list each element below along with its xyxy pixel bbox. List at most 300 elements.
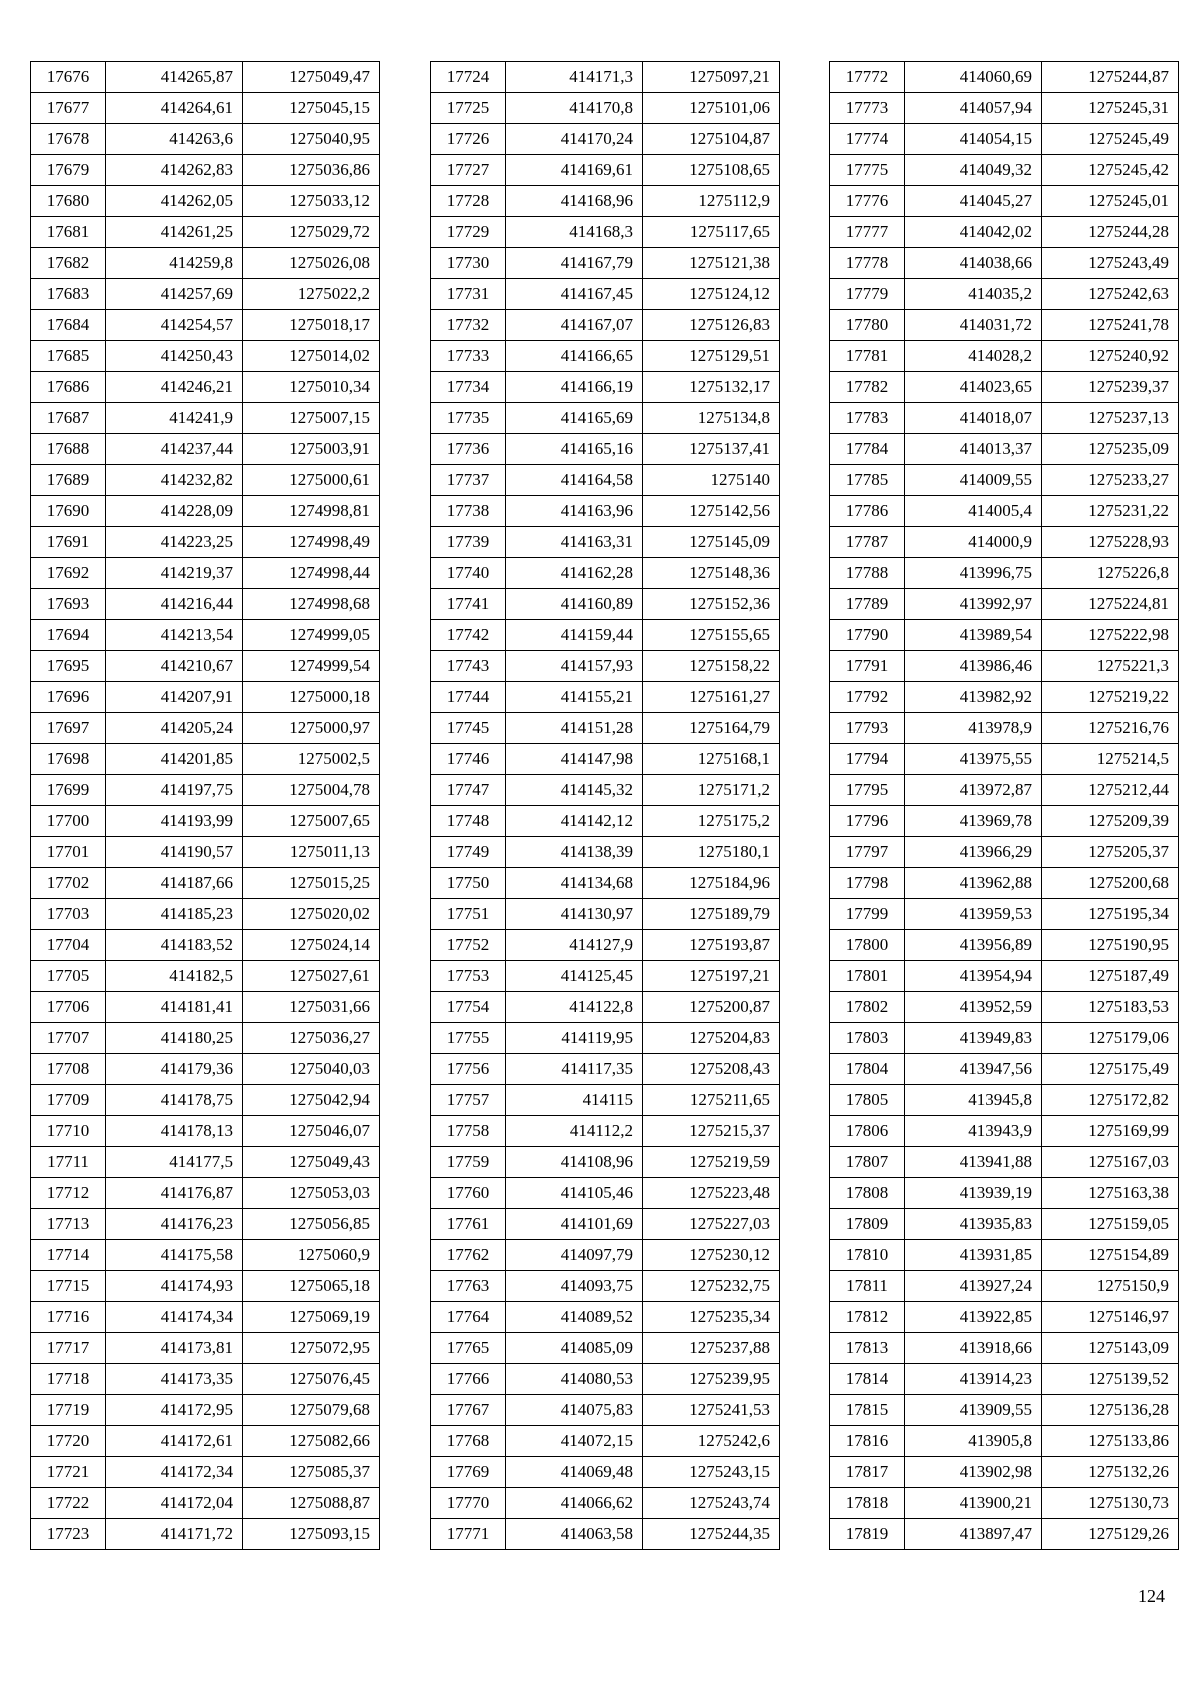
point-number-cell: 17739 — [431, 527, 506, 558]
x-coordinate-cell: 413905,8 — [905, 1426, 1042, 1457]
table-row — [830, 775, 1179, 806]
table-row — [431, 589, 780, 620]
y-coordinate-cell: 1275197,21 — [643, 961, 780, 992]
table-row — [431, 186, 780, 217]
y-coordinate-cell: 1275046,07 — [243, 1116, 380, 1147]
y-coordinate-cell: 1275242,63 — [1042, 279, 1179, 310]
x-coordinate-cell: 414172,95 — [106, 1395, 243, 1426]
point-number-cell: 17764 — [431, 1302, 506, 1333]
point-number-cell: 17795 — [830, 775, 905, 806]
x-coordinate-cell: 414160,89 — [506, 589, 643, 620]
point-number-cell: 17802 — [830, 992, 905, 1023]
point-number-cell: 17756 — [431, 1054, 506, 1085]
y-coordinate-cell: 1275163,38 — [1042, 1178, 1179, 1209]
point-number-cell: 17771 — [431, 1519, 506, 1550]
table-row — [830, 1395, 1179, 1426]
y-coordinate-cell: 1275235,09 — [1042, 434, 1179, 465]
y-coordinate-cell: 1275239,37 — [1042, 372, 1179, 403]
y-coordinate-cell: 1275231,22 — [1042, 496, 1179, 527]
point-number-cell: 17705 — [31, 961, 106, 992]
table-row — [31, 620, 380, 651]
y-coordinate-cell: 1275223,48 — [643, 1178, 780, 1209]
y-coordinate-cell: 1275136,28 — [1042, 1395, 1179, 1426]
x-coordinate-cell: 414178,75 — [106, 1085, 243, 1116]
y-coordinate-cell: 1275132,17 — [643, 372, 780, 403]
table-row — [830, 62, 1179, 93]
x-coordinate-cell: 414013,37 — [905, 434, 1042, 465]
x-coordinate-cell: 414080,53 — [506, 1364, 643, 1395]
table-row — [31, 1488, 380, 1519]
y-coordinate-cell: 1275215,37 — [643, 1116, 780, 1147]
y-coordinate-cell: 1275240,92 — [1042, 341, 1179, 372]
table-row — [31, 217, 380, 248]
x-coordinate-cell: 414009,55 — [905, 465, 1042, 496]
point-number-cell: 17716 — [31, 1302, 106, 1333]
point-number-cell: 17704 — [31, 930, 106, 961]
x-coordinate-cell: 413945,8 — [905, 1085, 1042, 1116]
x-coordinate-cell: 413900,21 — [905, 1488, 1042, 1519]
y-coordinate-cell: 1275101,06 — [643, 93, 780, 124]
y-coordinate-cell: 1275072,95 — [243, 1333, 380, 1364]
point-number-cell: 17728 — [431, 186, 506, 217]
y-coordinate-cell: 1275245,31 — [1042, 93, 1179, 124]
x-coordinate-cell: 414112,2 — [506, 1116, 643, 1147]
point-number-cell: 17738 — [431, 496, 506, 527]
y-coordinate-cell: 1275244,87 — [1042, 62, 1179, 93]
point-number-cell: 17706 — [31, 992, 106, 1023]
point-number-cell: 17694 — [31, 620, 106, 651]
point-number-cell: 17805 — [830, 1085, 905, 1116]
point-number-cell: 17803 — [830, 1023, 905, 1054]
table-row — [830, 1240, 1179, 1271]
x-coordinate-cell: 414089,52 — [506, 1302, 643, 1333]
x-coordinate-cell: 413931,85 — [905, 1240, 1042, 1271]
point-number-cell: 17762 — [431, 1240, 506, 1271]
x-coordinate-cell: 414167,07 — [506, 310, 643, 341]
point-number-cell: 17761 — [431, 1209, 506, 1240]
point-number-cell: 17743 — [431, 651, 506, 682]
table-row — [31, 248, 380, 279]
x-coordinate-cell: 414163,31 — [506, 527, 643, 558]
y-coordinate-cell: 1275002,5 — [243, 744, 380, 775]
table-row — [830, 1488, 1179, 1519]
y-coordinate-cell: 1275189,79 — [643, 899, 780, 930]
x-coordinate-cell: 414165,16 — [506, 434, 643, 465]
x-coordinate-cell: 414205,24 — [106, 713, 243, 744]
table-row — [31, 434, 380, 465]
table-row — [431, 1395, 780, 1426]
x-coordinate-cell: 414187,66 — [106, 868, 243, 899]
x-coordinate-cell: 414108,96 — [506, 1147, 643, 1178]
table-row — [431, 1271, 780, 1302]
table-row — [31, 155, 380, 186]
table-row — [431, 961, 780, 992]
x-coordinate-cell: 414241,9 — [106, 403, 243, 434]
table-row — [431, 1333, 780, 1364]
y-coordinate-cell: 1274998,68 — [243, 589, 380, 620]
x-coordinate-cell: 414180,25 — [106, 1023, 243, 1054]
table-row — [830, 682, 1179, 713]
table-row — [431, 899, 780, 930]
x-coordinate-cell: 414115 — [506, 1085, 643, 1116]
point-number-cell: 17684 — [31, 310, 106, 341]
point-number-cell: 17686 — [31, 372, 106, 403]
coordinate-table-3 — [829, 61, 1179, 1550]
point-number-cell: 17807 — [830, 1147, 905, 1178]
x-coordinate-cell: 414228,09 — [106, 496, 243, 527]
table-row — [830, 1426, 1179, 1457]
table-row — [830, 124, 1179, 155]
table-row — [830, 527, 1179, 558]
table-row — [431, 341, 780, 372]
table-row — [431, 496, 780, 527]
y-coordinate-cell: 1275085,37 — [243, 1457, 380, 1488]
table-row — [431, 155, 780, 186]
table-row — [31, 713, 380, 744]
y-coordinate-cell: 1275014,02 — [243, 341, 380, 372]
y-coordinate-cell: 1275212,44 — [1042, 775, 1179, 806]
x-coordinate-cell: 414167,45 — [506, 279, 643, 310]
table-row — [830, 310, 1179, 341]
table-row — [830, 620, 1179, 651]
y-coordinate-cell: 1275036,27 — [243, 1023, 380, 1054]
point-number-cell: 17731 — [431, 279, 506, 310]
y-coordinate-cell: 1275040,95 — [243, 124, 380, 155]
point-number-cell: 17818 — [830, 1488, 905, 1519]
point-number-cell: 17729 — [431, 217, 506, 248]
x-coordinate-cell: 414164,58 — [506, 465, 643, 496]
table-row — [431, 124, 780, 155]
table-row — [830, 1023, 1179, 1054]
point-number-cell: 17741 — [431, 589, 506, 620]
table-row — [31, 868, 380, 899]
y-coordinate-cell: 1275000,61 — [243, 465, 380, 496]
point-number-cell: 17712 — [31, 1178, 106, 1209]
table-row — [31, 1085, 380, 1116]
table-row — [830, 1116, 1179, 1147]
table-row — [31, 806, 380, 837]
x-coordinate-cell: 414127,9 — [506, 930, 643, 961]
y-coordinate-cell: 1275029,72 — [243, 217, 380, 248]
y-coordinate-cell: 1275232,75 — [643, 1271, 780, 1302]
point-number-cell: 17737 — [431, 465, 506, 496]
y-coordinate-cell: 1275036,86 — [243, 155, 380, 186]
x-coordinate-cell: 414097,79 — [506, 1240, 643, 1271]
y-coordinate-cell: 1275137,41 — [643, 434, 780, 465]
x-coordinate-cell: 414185,23 — [106, 899, 243, 930]
y-coordinate-cell: 1275239,95 — [643, 1364, 780, 1395]
point-number-cell: 17796 — [830, 806, 905, 837]
table-row — [431, 1364, 780, 1395]
table-row — [830, 496, 1179, 527]
point-number-cell: 17693 — [31, 589, 106, 620]
point-number-cell: 17768 — [431, 1426, 506, 1457]
y-coordinate-cell: 1275003,91 — [243, 434, 380, 465]
point-number-cell: 17792 — [830, 682, 905, 713]
x-coordinate-cell: 414173,81 — [106, 1333, 243, 1364]
point-number-cell: 17726 — [431, 124, 506, 155]
y-coordinate-cell: 1275179,06 — [1042, 1023, 1179, 1054]
y-coordinate-cell: 1275015,25 — [243, 868, 380, 899]
point-number-cell: 17783 — [830, 403, 905, 434]
y-coordinate-cell: 1275154,89 — [1042, 1240, 1179, 1271]
table-row — [830, 248, 1179, 279]
x-coordinate-cell: 414263,6 — [106, 124, 243, 155]
table-row — [830, 713, 1179, 744]
x-coordinate-cell: 414237,44 — [106, 434, 243, 465]
x-coordinate-cell: 414167,79 — [506, 248, 643, 279]
x-coordinate-cell: 414262,05 — [106, 186, 243, 217]
point-number-cell: 17772 — [830, 62, 905, 93]
point-number-cell: 17781 — [830, 341, 905, 372]
x-coordinate-cell: 414101,69 — [506, 1209, 643, 1240]
table-row — [31, 527, 380, 558]
x-coordinate-cell: 413952,59 — [905, 992, 1042, 1023]
x-coordinate-cell: 414105,46 — [506, 1178, 643, 1209]
x-coordinate-cell: 413922,85 — [905, 1302, 1042, 1333]
table-row — [431, 527, 780, 558]
point-number-cell: 17810 — [830, 1240, 905, 1271]
coordinate-table-body — [431, 62, 780, 1550]
x-coordinate-cell: 414216,44 — [106, 589, 243, 620]
table-row — [431, 403, 780, 434]
table-row — [431, 1147, 780, 1178]
point-number-cell: 17798 — [830, 868, 905, 899]
y-coordinate-cell: 1275130,73 — [1042, 1488, 1179, 1519]
y-coordinate-cell: 1275244,28 — [1042, 217, 1179, 248]
y-coordinate-cell: 1275241,78 — [1042, 310, 1179, 341]
table-row — [830, 1178, 1179, 1209]
point-number-cell: 17778 — [830, 248, 905, 279]
point-number-cell: 17788 — [830, 558, 905, 589]
x-coordinate-cell: 414259,8 — [106, 248, 243, 279]
point-number-cell: 17809 — [830, 1209, 905, 1240]
table-row — [431, 744, 780, 775]
y-coordinate-cell: 1275007,15 — [243, 403, 380, 434]
y-coordinate-cell: 1275033,12 — [243, 186, 380, 217]
x-coordinate-cell: 414178,13 — [106, 1116, 243, 1147]
table-row — [31, 496, 380, 527]
x-coordinate-cell: 414219,37 — [106, 558, 243, 589]
x-coordinate-cell: 414145,32 — [506, 775, 643, 806]
x-coordinate-cell: 414257,69 — [106, 279, 243, 310]
x-coordinate-cell: 414018,07 — [905, 403, 1042, 434]
table-row — [431, 62, 780, 93]
y-coordinate-cell: 1275026,08 — [243, 248, 380, 279]
y-coordinate-cell: 1275230,12 — [643, 1240, 780, 1271]
table-row — [431, 372, 780, 403]
y-coordinate-cell: 1275228,93 — [1042, 527, 1179, 558]
x-coordinate-cell: 414166,19 — [506, 372, 643, 403]
point-number-cell: 17748 — [431, 806, 506, 837]
table-row — [31, 465, 380, 496]
x-coordinate-cell: 414075,83 — [506, 1395, 643, 1426]
y-coordinate-cell: 1275065,18 — [243, 1271, 380, 1302]
x-coordinate-cell: 414172,04 — [106, 1488, 243, 1519]
table-row — [830, 930, 1179, 961]
table-row — [431, 713, 780, 744]
table-row — [431, 310, 780, 341]
x-coordinate-cell: 413927,24 — [905, 1271, 1042, 1302]
point-number-cell: 17688 — [31, 434, 106, 465]
table-row — [31, 1519, 380, 1550]
point-number-cell: 17682 — [31, 248, 106, 279]
table-row — [431, 1457, 780, 1488]
table-row — [31, 992, 380, 1023]
table-row — [31, 1054, 380, 1085]
point-number-cell: 17753 — [431, 961, 506, 992]
point-number-cell: 17709 — [31, 1085, 106, 1116]
point-number-cell: 17749 — [431, 837, 506, 868]
table-row — [830, 651, 1179, 682]
point-number-cell: 17733 — [431, 341, 506, 372]
y-coordinate-cell: 1275027,61 — [243, 961, 380, 992]
x-coordinate-cell: 414125,45 — [506, 961, 643, 992]
x-coordinate-cell: 414042,02 — [905, 217, 1042, 248]
x-coordinate-cell: 414168,3 — [506, 217, 643, 248]
x-coordinate-cell: 414166,65 — [506, 341, 643, 372]
point-number-cell: 17816 — [830, 1426, 905, 1457]
table-row — [31, 1457, 380, 1488]
table-row — [431, 1178, 780, 1209]
y-coordinate-cell: 1275237,88 — [643, 1333, 780, 1364]
point-number-cell: 17806 — [830, 1116, 905, 1147]
point-number-cell: 17776 — [830, 186, 905, 217]
x-coordinate-cell: 414170,24 — [506, 124, 643, 155]
table-row — [31, 961, 380, 992]
x-coordinate-cell: 413949,83 — [905, 1023, 1042, 1054]
y-coordinate-cell: 1275226,8 — [1042, 558, 1179, 589]
x-coordinate-cell: 414168,96 — [506, 186, 643, 217]
x-coordinate-cell: 414179,36 — [106, 1054, 243, 1085]
y-coordinate-cell: 1275152,36 — [643, 589, 780, 620]
point-number-cell: 17676 — [31, 62, 106, 93]
point-number-cell: 17759 — [431, 1147, 506, 1178]
x-coordinate-cell: 413956,89 — [905, 930, 1042, 961]
table-row — [431, 1519, 780, 1550]
point-number-cell: 17687 — [31, 403, 106, 434]
x-coordinate-cell: 414171,72 — [106, 1519, 243, 1550]
table-row — [830, 279, 1179, 310]
point-number-cell: 17683 — [31, 279, 106, 310]
y-coordinate-cell: 1275244,35 — [643, 1519, 780, 1550]
x-coordinate-cell: 413996,75 — [905, 558, 1042, 589]
x-coordinate-cell: 414049,32 — [905, 155, 1042, 186]
point-number-cell: 17723 — [31, 1519, 106, 1550]
y-coordinate-cell: 1275018,17 — [243, 310, 380, 341]
point-number-cell: 17797 — [830, 837, 905, 868]
point-number-cell: 17773 — [830, 93, 905, 124]
table-row — [431, 775, 780, 806]
table-row — [830, 806, 1179, 837]
point-number-cell: 17724 — [431, 62, 506, 93]
y-coordinate-cell: 1275045,15 — [243, 93, 380, 124]
y-coordinate-cell: 1275042,94 — [243, 1085, 380, 1116]
point-number-cell: 17793 — [830, 713, 905, 744]
x-coordinate-cell: 413914,23 — [905, 1364, 1042, 1395]
table-row — [431, 992, 780, 1023]
table-row — [830, 558, 1179, 589]
y-coordinate-cell: 1275233,27 — [1042, 465, 1179, 496]
table-row — [31, 279, 380, 310]
table-row — [431, 217, 780, 248]
y-coordinate-cell: 1275158,22 — [643, 651, 780, 682]
table-row — [431, 620, 780, 651]
y-coordinate-cell: 1275193,87 — [643, 930, 780, 961]
table-row — [830, 186, 1179, 217]
x-coordinate-cell: 414157,93 — [506, 651, 643, 682]
table-row — [431, 837, 780, 868]
y-coordinate-cell: 1275121,38 — [643, 248, 780, 279]
x-coordinate-cell: 413918,66 — [905, 1333, 1042, 1364]
point-number-cell: 17692 — [31, 558, 106, 589]
x-coordinate-cell: 414265,87 — [106, 62, 243, 93]
point-number-cell: 17690 — [31, 496, 106, 527]
point-number-cell: 17808 — [830, 1178, 905, 1209]
x-coordinate-cell: 414000,9 — [905, 527, 1042, 558]
point-number-cell: 17685 — [31, 341, 106, 372]
point-number-cell: 17702 — [31, 868, 106, 899]
x-coordinate-cell: 414250,43 — [106, 341, 243, 372]
y-coordinate-cell: 1275183,53 — [1042, 992, 1179, 1023]
y-coordinate-cell: 1275172,82 — [1042, 1085, 1179, 1116]
y-coordinate-cell: 1274998,49 — [243, 527, 380, 558]
table-row — [31, 1023, 380, 1054]
x-coordinate-cell: 413909,55 — [905, 1395, 1042, 1426]
y-coordinate-cell: 1275134,8 — [643, 403, 780, 434]
x-coordinate-cell: 414264,61 — [106, 93, 243, 124]
y-coordinate-cell: 1275243,74 — [643, 1488, 780, 1519]
table-row — [31, 930, 380, 961]
point-number-cell: 17697 — [31, 713, 106, 744]
point-number-cell: 17696 — [31, 682, 106, 713]
table-row — [431, 558, 780, 589]
table-row — [31, 837, 380, 868]
table-row — [431, 248, 780, 279]
point-number-cell: 17760 — [431, 1178, 506, 1209]
x-coordinate-cell: 414063,58 — [506, 1519, 643, 1550]
x-coordinate-cell: 414197,75 — [106, 775, 243, 806]
x-coordinate-cell: 414005,4 — [905, 496, 1042, 527]
x-coordinate-cell: 413986,46 — [905, 651, 1042, 682]
point-number-cell: 17757 — [431, 1085, 506, 1116]
x-coordinate-cell: 414183,52 — [106, 930, 243, 961]
x-coordinate-cell: 413935,83 — [905, 1209, 1042, 1240]
point-number-cell: 17811 — [830, 1271, 905, 1302]
table-row — [431, 279, 780, 310]
y-coordinate-cell: 1275146,97 — [1042, 1302, 1179, 1333]
point-number-cell: 17754 — [431, 992, 506, 1023]
x-coordinate-cell: 414174,34 — [106, 1302, 243, 1333]
point-number-cell: 17720 — [31, 1426, 106, 1457]
point-number-cell: 17790 — [830, 620, 905, 651]
x-coordinate-cell: 413966,29 — [905, 837, 1042, 868]
x-coordinate-cell: 414031,72 — [905, 310, 1042, 341]
table-row — [31, 589, 380, 620]
table-row — [31, 1364, 380, 1395]
y-coordinate-cell: 1274998,44 — [243, 558, 380, 589]
point-number-cell: 17804 — [830, 1054, 905, 1085]
table-row — [31, 310, 380, 341]
y-coordinate-cell: 1275150,9 — [1042, 1271, 1179, 1302]
y-coordinate-cell: 1275200,68 — [1042, 868, 1179, 899]
table-row — [431, 651, 780, 682]
y-coordinate-cell: 1275143,09 — [1042, 1333, 1179, 1364]
table-row — [830, 1333, 1179, 1364]
x-coordinate-cell: 414210,67 — [106, 651, 243, 682]
point-number-cell: 17710 — [31, 1116, 106, 1147]
x-coordinate-cell: 414246,21 — [106, 372, 243, 403]
